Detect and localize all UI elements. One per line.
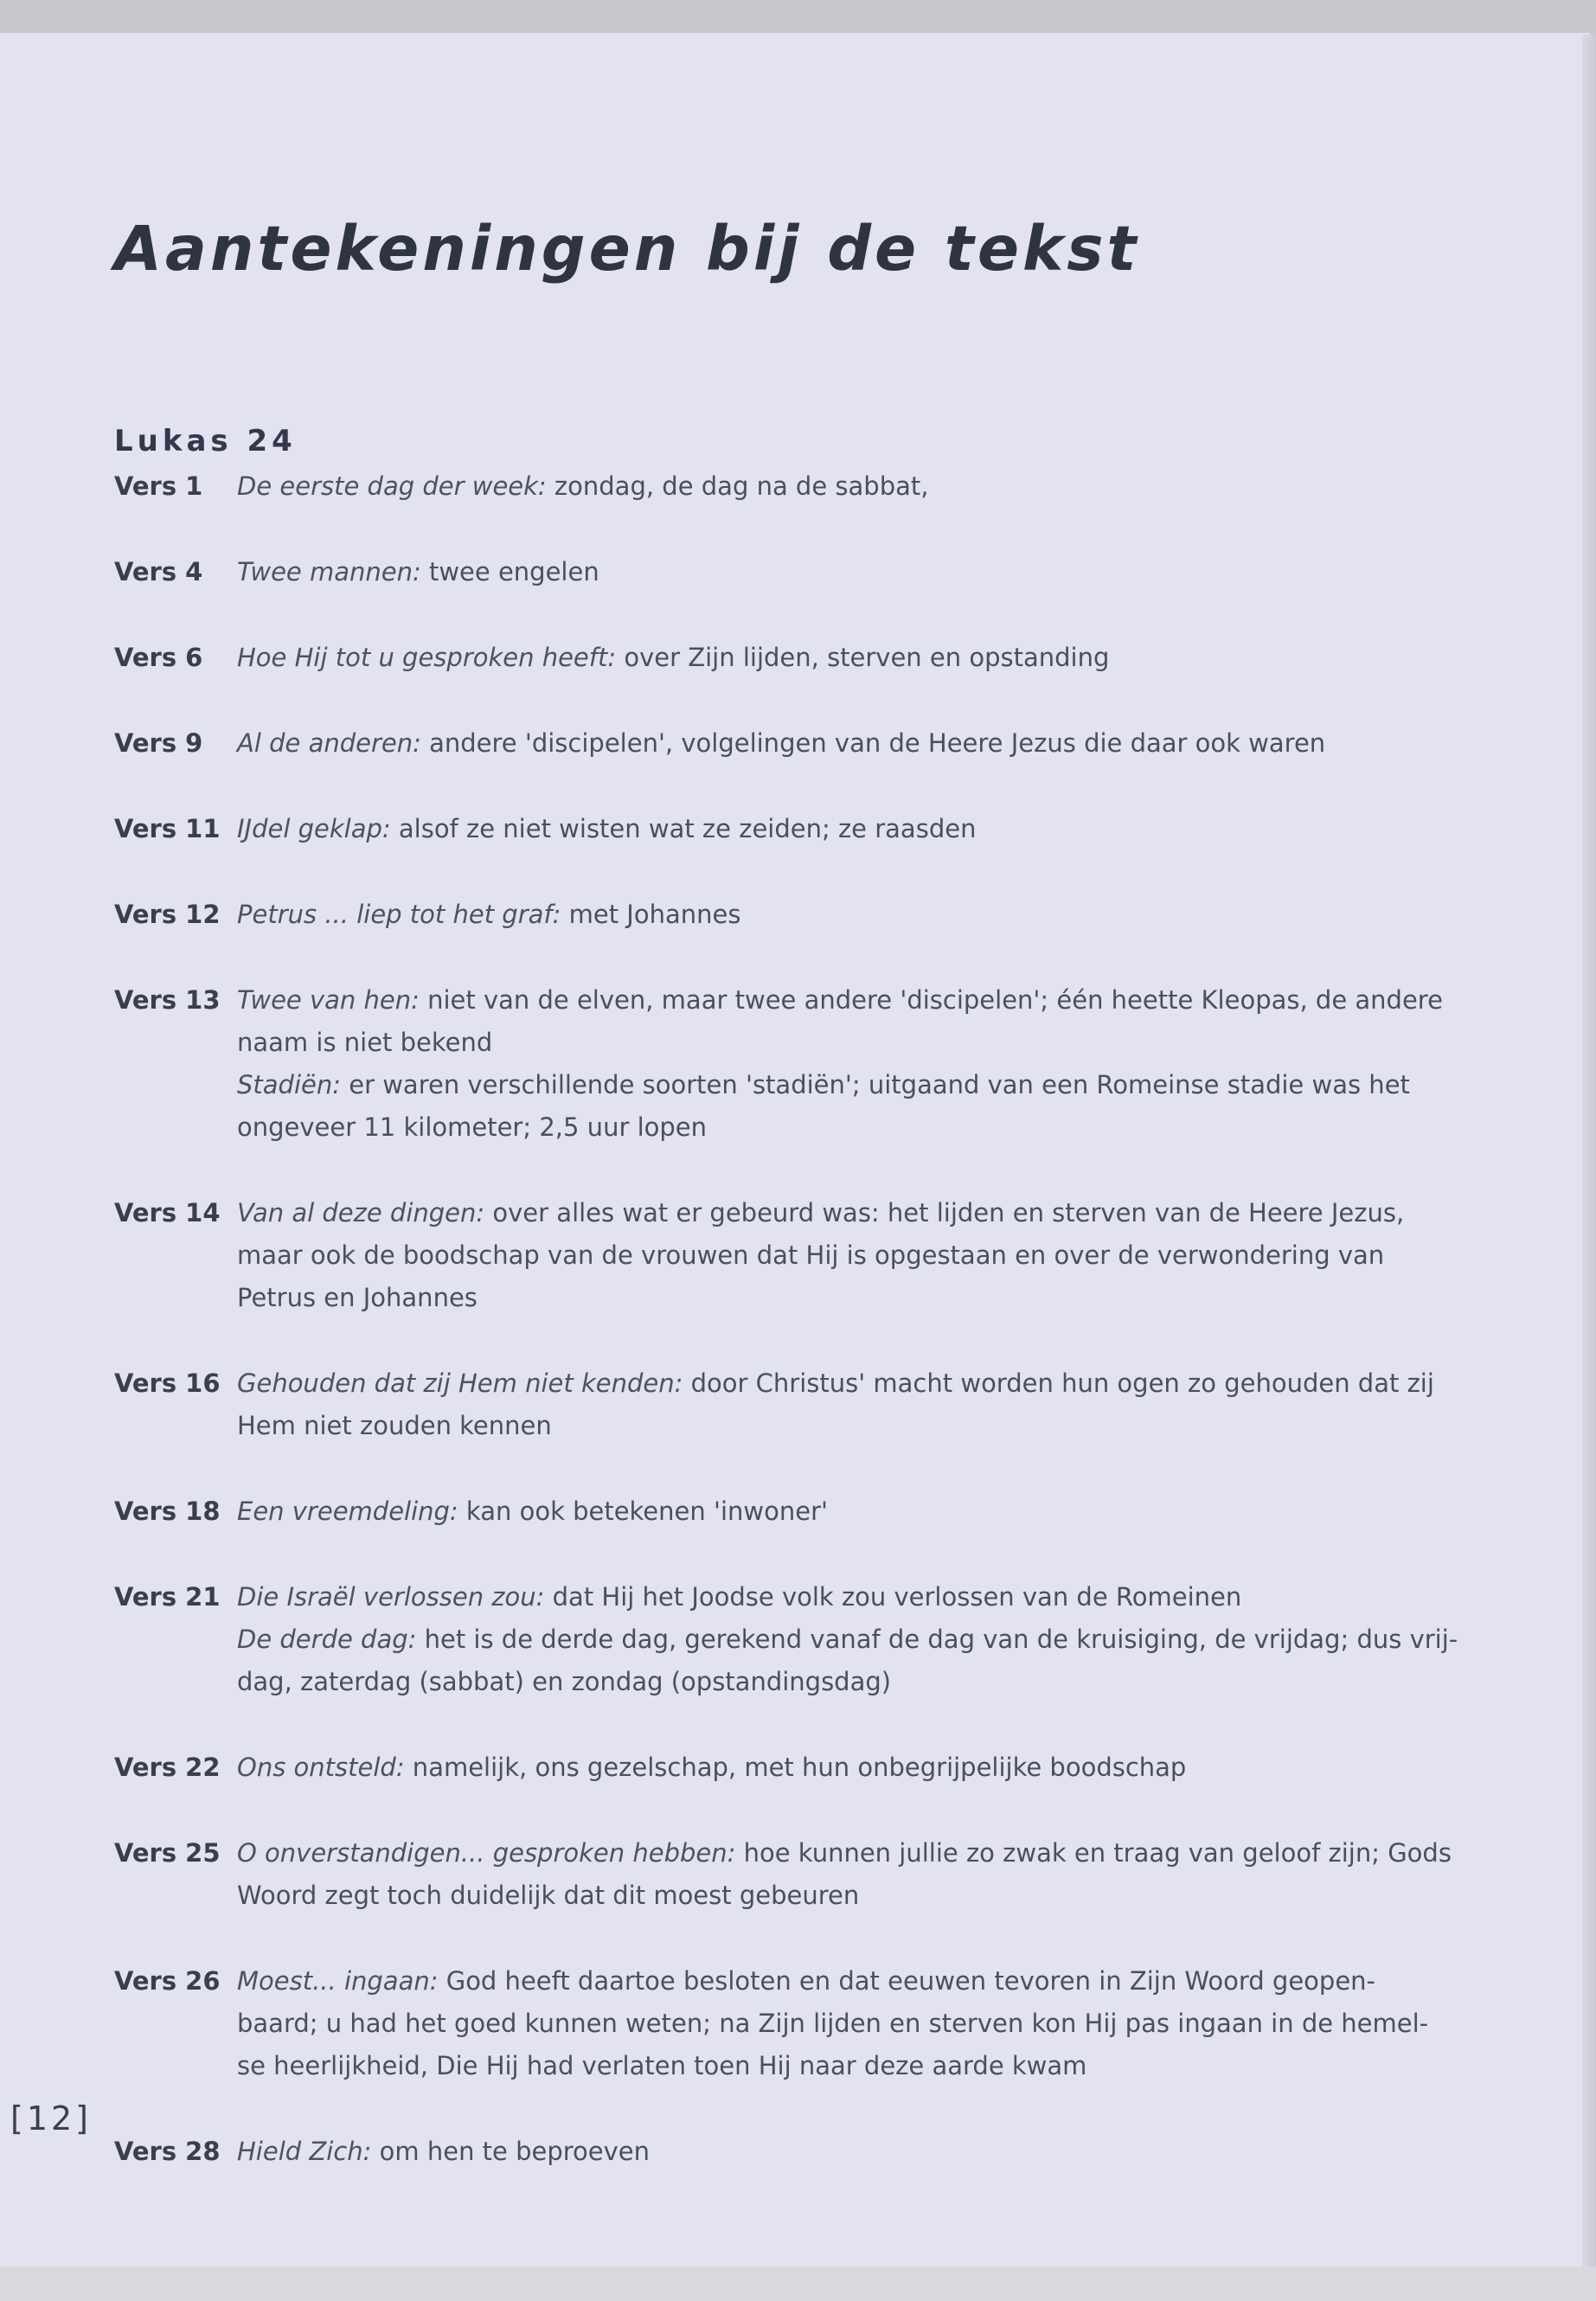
- note-line: [237, 1618, 1498, 1661]
- note-line: [237, 1490, 1498, 1533]
- note-term: Van al deze dingen:: [237, 1198, 485, 1227]
- verse-note-text: [237, 722, 1498, 765]
- verse-note: [114, 2131, 1498, 2173]
- note-explanation: ongeveer 11 kilometer; 2,5 uur lopen: [237, 1112, 708, 1142]
- note-line: [237, 2003, 1498, 2045]
- note-explanation: namelijk, ons gezelschap, met hun onbegrijpelijke boodschap: [404, 1753, 1187, 1782]
- verse-note-text: [237, 1192, 1498, 1319]
- note-term: Moest... ingaan:: [237, 1966, 439, 1996]
- note-explanation: hoe kunnen jullie zo zwak en traag van geloof zijn; Gods: [735, 1838, 1452, 1868]
- verse-notes-list: [114, 465, 1498, 2216]
- note-term: De derde dag:: [237, 1625, 417, 1654]
- note-line: [237, 465, 1498, 508]
- verse-note-text: [237, 1960, 1498, 2087]
- note-explanation: zondag, de dag na de sabbat,: [546, 471, 929, 501]
- verse-note-text: [237, 1490, 1498, 1533]
- verse-note: [114, 808, 1498, 850]
- note-explanation: Hem niet zouden kennen: [237, 1411, 552, 1440]
- verse-note-text: [237, 894, 1498, 936]
- note-line: [237, 637, 1498, 679]
- verse-note: [114, 894, 1498, 936]
- note-term: Die Israël verlossen zou:: [237, 1582, 545, 1612]
- verse-label: Vers 6: [114, 643, 203, 672]
- verse-note-text: [237, 1362, 1498, 1447]
- note-term: Gehouden dat zij Hem niet kenden:: [237, 1368, 683, 1398]
- verse-label: Vers 18: [114, 1497, 221, 1526]
- verse-note-text: [237, 2131, 1498, 2173]
- note-line: [237, 1875, 1498, 1917]
- note-line: [237, 808, 1498, 850]
- verse-label: Vers 14: [114, 1198, 221, 1227]
- note-term: IJdel geklap:: [237, 814, 391, 843]
- verse-note-text: [237, 1747, 1498, 1789]
- verse-note-text: [237, 1832, 1498, 1917]
- note-explanation: door Christus' macht worden hun ogen zo gehouden dat zij: [683, 1368, 1434, 1398]
- note-line: [237, 1022, 1498, 1064]
- verse-note: [114, 1362, 1498, 1447]
- note-explanation: over Zijn lijden, sterven en opstanding: [616, 643, 1110, 672]
- note-term: Twee van hen:: [237, 985, 420, 1015]
- verse-note-text: [237, 979, 1498, 1149]
- verse-label: Vers 25: [114, 1838, 221, 1868]
- note-explanation: kan ook betekenen 'inwoner': [458, 1497, 828, 1526]
- note-line: [237, 551, 1498, 593]
- verse-note: [114, 1747, 1498, 1789]
- verse-note-text: [237, 551, 1498, 593]
- note-term: Ons ontsteld:: [237, 1753, 405, 1782]
- note-line: [237, 2131, 1498, 2173]
- page: [0, 33, 1590, 2266]
- verse-label: Vers 13: [114, 985, 221, 1015]
- verse-label: Vers 11: [114, 814, 221, 843]
- note-term: O onverstandigen... gesproken hebben:: [237, 1838, 736, 1868]
- note-line: [237, 1106, 1498, 1149]
- note-term: Stadiën:: [237, 1070, 342, 1099]
- page-edge: [1582, 35, 1596, 2266]
- verse-note: [114, 1490, 1498, 1533]
- note-line: [237, 722, 1498, 765]
- note-line: [237, 2045, 1498, 2087]
- verse-label: Vers 12: [114, 900, 221, 929]
- verse-note-text: [237, 808, 1498, 850]
- note-explanation: er waren verschillende soorten 'stadiën'; uitgaand van een Romeinse stadie was het: [341, 1070, 1410, 1099]
- note-line: [237, 1960, 1498, 2003]
- note-term: Een vreemdeling:: [237, 1497, 458, 1526]
- note-explanation: Woord zegt toch duidelijk dat dit moest gebeuren: [237, 1881, 860, 1910]
- verse-note: [114, 637, 1498, 679]
- note-line: [237, 1661, 1498, 1703]
- note-explanation: God heeft daartoe besloten en dat eeuwen tevoren in Zijn Woord geopen-: [438, 1966, 1376, 1996]
- note-term: Hoe Hij tot u gesproken heeft:: [237, 643, 617, 672]
- verse-label: Vers 9: [114, 728, 203, 758]
- page-title: Aantekeningen bij de tekst: [114, 213, 1140, 285]
- note-term: Twee mannen:: [237, 557, 421, 586]
- note-explanation: andere 'discipelen', volgelingen van de Heere Jezus die daar ook waren: [420, 728, 1326, 758]
- verse-label: Vers 16: [114, 1368, 221, 1398]
- verse-label: Vers 22: [114, 1753, 221, 1782]
- verse-note-text: [237, 465, 1498, 508]
- scan-bottom-edge: [0, 2266, 1596, 2301]
- note-term: De eerste dag der week:: [237, 471, 547, 501]
- note-line: [237, 1747, 1498, 1789]
- verse-note: [114, 1832, 1498, 1917]
- note-explanation: met Johannes: [561, 900, 741, 929]
- verse-label: Vers 21: [114, 1582, 221, 1612]
- verse-note: [114, 979, 1498, 1149]
- verse-note-text: [237, 1576, 1498, 1703]
- verse-note: [114, 551, 1498, 593]
- note-explanation: naam is niet bekend: [237, 1028, 493, 1057]
- note-explanation: se heerlijkheid, Die Hij had verlaten toen Hij naar deze aarde kwam: [237, 2051, 1087, 2080]
- note-term: Al de anderen:: [237, 728, 421, 758]
- chapter-heading: Lukas 24: [114, 424, 297, 458]
- verse-note: [114, 1192, 1498, 1319]
- verse-note-text: [237, 637, 1498, 679]
- note-explanation: het is de derde dag, gerekend vanaf de dag van de kruisiging, de vrijdag; dus vrij-: [416, 1625, 1458, 1654]
- verse-note: [114, 1576, 1498, 1703]
- verse-note: [114, 722, 1498, 765]
- verse-label: Vers 1: [114, 471, 203, 501]
- note-line: [237, 1362, 1498, 1405]
- note-term: Petrus ... liep tot het graf:: [237, 900, 561, 929]
- note-line: [237, 1405, 1498, 1447]
- note-explanation: dat Hij het Joodse volk zou verlossen van de Romeinen: [544, 1582, 1242, 1612]
- note-line: [237, 1234, 1498, 1277]
- note-explanation: niet van de elven, maar twee andere 'discipelen'; één heette Kleopas, de andere: [419, 985, 1443, 1015]
- verse-label: Vers 4: [114, 557, 203, 586]
- note-explanation: om hen te beproeven: [371, 2137, 651, 2166]
- note-line: [237, 1832, 1498, 1875]
- note-explanation: maar ook de boodschap van de vrouwen dat Hij is opgestaan en over de verwondering van: [237, 1240, 1385, 1270]
- note-line: [237, 894, 1498, 936]
- verse-label: Vers 26: [114, 1966, 221, 1996]
- note-explanation: baard; u had het goed kunnen weten; na Zijn lijden en sterven kon Hij pas ingaan in de hemel-: [237, 2009, 1429, 2038]
- note-line: [237, 1576, 1498, 1618]
- verse-note: [114, 465, 1498, 508]
- note-line: [237, 979, 1498, 1022]
- note-term: Hield Zich:: [237, 2137, 372, 2166]
- note-explanation: dag, zaterdag (sabbat) en zondag (opstandingsdag): [237, 1667, 892, 1696]
- note-line: [237, 1064, 1498, 1106]
- verse-label: Vers 28: [114, 2137, 221, 2166]
- note-explanation: twee engelen: [420, 557, 599, 586]
- note-explanation: Petrus en Johannes: [237, 1283, 478, 1312]
- note-line: [237, 1192, 1498, 1234]
- note-explanation: over alles wat er gebeurd was: het lijden en sterven van de Heere Jezus,: [484, 1198, 1405, 1227]
- note-explanation: alsof ze niet wisten wat ze zeiden; ze raasden: [390, 814, 977, 843]
- page-number: [12]: [10, 2099, 93, 2138]
- note-line: [237, 1277, 1498, 1319]
- verse-note: [114, 1960, 1498, 2087]
